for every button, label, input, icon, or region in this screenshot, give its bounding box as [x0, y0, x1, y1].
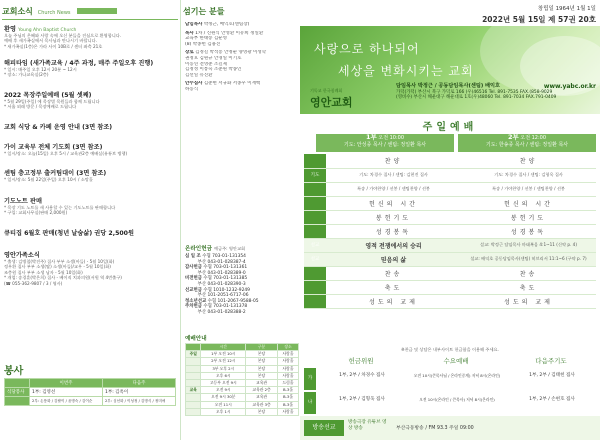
table-header: 시간	[201, 344, 246, 351]
welcome-line: 예배 후 새가족실에서 목사님과 만나시기 바랍니다.	[4, 38, 97, 44]
news-item-line: * 개업: 송경훈(박은희) 집사 - 베이직 치과의원(서원 역 4번출구)	[4, 275, 122, 281]
table-header	[186, 344, 201, 351]
volunteer-title: 봉사	[4, 366, 24, 377]
table-row: 고등부 오전 9시 교육관 드림홀	[186, 379, 299, 386]
news-item-title: 센팀 층고정부 출커팀대이 (3면 참조)	[4, 170, 107, 177]
welcome-line: 오늘 주님의 은혜와 사랑 속에 오신 분들을 진심으로 환영합니다.	[4, 33, 122, 38]
table-cell: 2부: 심선화 / 이성정 / 김명식 / 정미애	[103, 397, 176, 406]
issue-date: 2022년 5월 15일 제 57권 20호	[482, 15, 596, 24]
news-item	[4, 196, 176, 216]
schedule-table	[185, 343, 299, 416]
table-row	[5, 388, 176, 397]
table-row	[5, 397, 176, 406]
news-item-line: 조충원 집사 부부 소생 남자 - 5월 10일(화)	[4, 269, 83, 275]
pastor-line: 담임목사 박정근 / 공동담임목사(센팀) 배익호	[396, 83, 501, 89]
news-item-title: 2022 목장주일예배 (5월 셋째)	[4, 92, 92, 99]
welcome-sub: Young Ahn Baptist Church	[18, 28, 77, 33]
news-item	[4, 122, 176, 131]
news-item-line: * 일시/장소: 오늘(15일) 오후 5시 / 교육관2층 예배실(유튜브 병행)	[4, 151, 128, 156]
table-row: 오전 9시 30분 교육관 B-3홀	[186, 394, 299, 401]
table-cell: 1부: 김영선	[30, 388, 103, 397]
offering-row: 나 1부, 2부 / 김형욱 집사 오전 10시(온라인 / 큰목사) 저녁 8시(온라인) 1부, 2부 / 손현호 집사	[304, 392, 596, 414]
offering-heading: 헌금위원	[348, 357, 374, 365]
list-item: 권정호 김원규 안경일 이기호	[185, 55, 242, 61]
list-item: 장로 김정길 박석봉 안정순 양영광 이성학	[185, 50, 267, 56]
table-row: 오전 11시 교육관 3층 B-3홀	[186, 401, 299, 408]
slogan-line-2: 세상을 변화시키는 교회	[338, 64, 474, 78]
list-item: 목사 1차 / 신원식 안성환 이유희 정일환	[185, 30, 264, 36]
news-item-line: * 5월 29일(주일) 에 목장별 목원들과 함께 드립니다	[4, 99, 100, 104]
table-row: 교육 오전 9시 교육관 2층 B-3홀	[186, 387, 299, 394]
news-item-title: 교회 식당 & 카페 운영 안내 (3면 참조)	[4, 124, 113, 131]
welcome-line: * 새가족실(1층)은 가라 사이 10B로 / 센터 좌측 21호	[4, 43, 103, 49]
broadcast-info: 부산극동방송 / FM 93.3 주일 09:00	[396, 426, 474, 431]
table-row: 헌신의 시간 헌신의 시간	[304, 196, 596, 210]
offering-heading: 다음주기도	[535, 357, 567, 365]
news-item	[4, 58, 176, 78]
slogan-line-1: 사랑으로 하나되어	[314, 42, 420, 56]
list-item: 김선일 유진환	[185, 72, 213, 78]
heading-bar	[77, 8, 117, 14]
table-header: 구분	[246, 344, 278, 351]
news-item-line: * 일시/장소: 5월 22일(주일) 오후 10시 / 소망홀	[4, 177, 93, 182]
table-cell: 식당봉사	[5, 388, 30, 397]
table-header: 다음주	[103, 379, 176, 388]
schedule-title: 예배안내	[185, 336, 207, 342]
list-item: (8) 박종헌 김용진	[185, 41, 221, 47]
table-row: 특송 / 가야찬양 / 선봉 / 센팀찬양 / 선봉 특송 / 가야찬양 / 선봉 / 센팀찬양 / 선봉	[304, 182, 596, 196]
offering-note: ※찬금 및 상담은 내부사이트 헌금함을 이용해 주세요.	[401, 347, 499, 352]
church-logo	[310, 88, 353, 110]
table-row: 설교 영적 전쟁에서의 승리 설교: 박정근 담임목사 마태복음 4:1~11 (신약 p. 4)	[304, 238, 596, 252]
news-heading	[2, 6, 178, 20]
news-heading-sub: Church News	[37, 10, 71, 16]
news-column	[0, 0, 180, 440]
table-cell	[5, 397, 30, 406]
news-item-title: 해피타임 (새가족교육 / 4주 과정, 매주 주일오후 진행)	[4, 60, 154, 67]
table-row: 3부 오후 2시 본당 사람홀	[186, 365, 299, 372]
church-banner	[300, 26, 600, 114]
welcome-title: 환영	[4, 26, 16, 33]
table-row: 오후 1시 본당 사람홀	[186, 408, 299, 415]
table-header: 이번주	[30, 379, 103, 388]
news-item-line: * 출생: 김병철(박진주) 집사 부부 소생(아들) - 5월 10일(화)	[4, 259, 115, 264]
list-item: 주차헌금 수협 703-01-131378 부산 043-01-028388-2	[185, 304, 248, 315]
online-giving-list	[185, 254, 299, 316]
table-row: 축도 축도	[304, 280, 596, 294]
table-row: 주일 1부 오전 10시 본당 사람홀	[186, 351, 299, 358]
news-item-title: 기도노트 판매	[4, 198, 43, 205]
volunteer-table	[4, 378, 176, 406]
table-header: 장소	[277, 344, 298, 351]
service-1-header: 1부 오전 10:00 기도: 안성종 목사 / 센팀: 정일환 목사	[316, 134, 454, 152]
news-item-line: 정우환 집사 부부 소생(딸) 소생(아들)/교우 - 5월 10일(화)	[4, 264, 111, 270]
table-row: 오후 6시 본당 사람홀	[186, 372, 299, 379]
list-item: 안수집사 김춘현 서규화 서종우 이재백	[185, 81, 261, 87]
worship-order	[304, 154, 596, 309]
denomination: 기독교 한국침례회	[310, 88, 343, 93]
offering-row: 가 1부, 2부 / 차경수 집사 오전 10시(큰목사님 / 온라인중계) 저녁 8시(온라인) 1부, 2부 / 김태헌 집사	[304, 368, 596, 390]
list-item: 담임목사 박정근, 배익호(센팀장)	[185, 22, 250, 27]
news-item-line: * 구입: 교회사무실(판매 2,000원)	[4, 210, 68, 216]
service-2-header: 2부 오전 12:00 기도: 한송종 목사 / 센팀: 정일환 목사	[458, 134, 596, 152]
list-item: 김정성 이통숙 조춘원 박종인	[185, 67, 242, 73]
founded-date: 창립일 1964년 1월 1일	[537, 6, 596, 12]
news-item	[4, 250, 176, 286]
news-heading-text: 교회소식	[2, 7, 33, 16]
news-item-line: * 목장 기도 노트를 새 사용할 수 있는 기도노트를 판매합니다	[4, 205, 116, 210]
staff-list	[185, 22, 299, 93]
table-row: 설교 믿음의 삶 설교: 배익호 공동담임목사(센팀) 히브리서 11:1~6 (구약 p. 7)	[304, 252, 596, 266]
news-item-line: * 일시: 매주일 오후 12시 20분 ~ 12시	[4, 67, 77, 72]
news-item	[4, 168, 176, 182]
table-row: 성도의 교제 성도의 교제	[304, 294, 596, 308]
news-item-line: * 장소: 가나교육실(2층)	[4, 72, 49, 78]
table-row: 2부 오전 12시 본당 사람홀	[186, 358, 299, 365]
list-item: 십 일 조 수협 703-01-131354 부산 043-01-028387-4	[185, 254, 246, 265]
news-item-line: * 서울 외래 방문 / 목장예배로 드립니다	[4, 104, 77, 110]
news-item-title: 가이 교육부 전체 기도회 (3면 참조)	[4, 144, 103, 151]
news-item-title: 큐티집 6월호 판매(청년 날숨삶) 권당 2,500원	[4, 230, 134, 237]
table-row: 찬양 찬양	[304, 154, 596, 168]
table-cell: 2부: 손풍화 / 김팔이 / 윤명숙 / 김이순	[30, 397, 103, 406]
staff-column	[180, 0, 300, 440]
news-item-line: (☎ 055-362-9807 / 3 / 영사)	[4, 280, 63, 286]
table-row: 기도 기도: 차경수 집사 / 센팀: 김현진 집사 기도: 차경수 집사 / 센팀: 김형욱 집사	[304, 168, 596, 182]
list-item: 감사헌금 수협 703-01-131361 부산 043-01-028389-0	[185, 265, 248, 276]
volunteer-section	[0, 360, 180, 440]
news-item	[4, 90, 176, 110]
news-item-title: 영안가족소식	[4, 252, 40, 259]
offering-heading: 수요예배	[443, 357, 469, 365]
news-item	[4, 228, 176, 237]
list-item: 이동연 전영춘 조길제	[185, 61, 227, 67]
table-row: 성경봉독 성경봉독	[304, 224, 596, 238]
table-row: 찬송 찬송	[304, 266, 596, 280]
list-item: 선교헌금 수협 1010-1232-9249 부산 101-2051-6717-06	[185, 287, 250, 299]
table-header	[5, 379, 30, 388]
online-giving-title: 온라인헌금 예금주: 영안교회	[185, 246, 246, 252]
website-link[interactable]: www.yabc.or.kr	[543, 83, 596, 90]
broadcast-footer	[300, 416, 600, 440]
address-line: 가덕(가덕) 부산시 북구 가덕로 166 (우)46516 Tel. 891-7535 FAX.(858-9029	[396, 89, 553, 95]
online-giving-sub: 예금주: 영안교회	[213, 246, 246, 251]
address-line: (영비수) 부산시 해운대구 해운대로 1호(우)48060 Tel. 891-7034 FAX.791-0409	[396, 95, 557, 101]
list-item: 하동식	[185, 86, 199, 92]
worship-title: 주일예배	[422, 122, 478, 133]
list-item: 청소년선교 수협 101-2067-9588-05	[185, 298, 259, 304]
list-item: 교육부 한태송 김순영	[185, 36, 227, 42]
broadcast-badge: 방송선교	[304, 420, 344, 436]
broadcast-sub: 방송극장 유튜브 영상 방송	[348, 420, 387, 431]
list-item: 비전헌금 수협 703-01-131385 부산 043-01-028390-3	[185, 276, 248, 287]
church-name: 영안교회	[310, 96, 353, 109]
staff-title: 섬기는 분들	[183, 7, 225, 16]
news-item	[4, 142, 176, 156]
table-row: 봉헌기도 봉헌기도	[304, 210, 596, 224]
welcome-section	[4, 24, 176, 49]
table-cell: 1부: 김옥이	[103, 388, 176, 397]
